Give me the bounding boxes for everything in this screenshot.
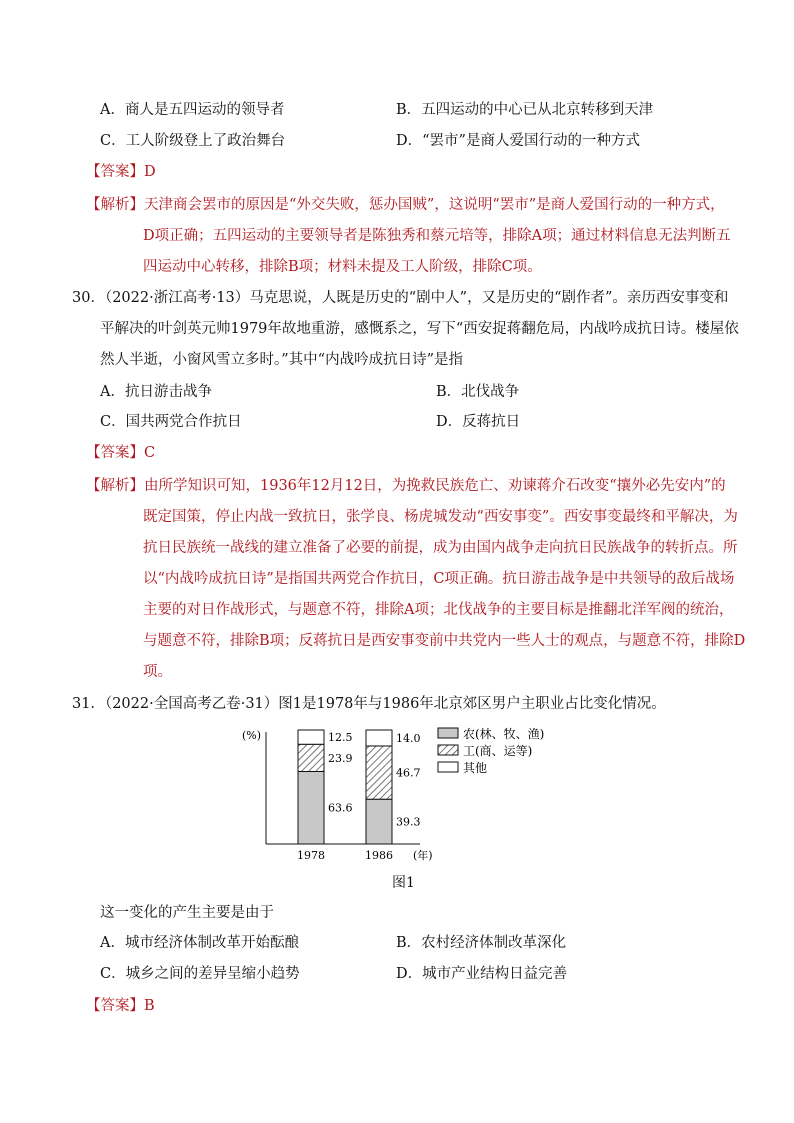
q29-analysis-tag: 【解析】 xyxy=(86,197,144,213)
q30-stem-line-1: 30．（2022·浙江高考·13）马克思说，人既是历史的“剧中人”，又是历史的“剧作者”。亲历西安事变和 xyxy=(72,290,729,306)
data-label-1986-1: 46.7 xyxy=(396,766,421,780)
q29-analysis-line-2: D项正确；五四运动的主要领导者是陈独秀和蔡元培等，排除A项；通过材料信息无法判断五 xyxy=(143,228,731,244)
data-label-1978-2: 12.5 xyxy=(328,731,353,745)
data-label-1986-2: 14.0 xyxy=(396,731,421,745)
q31-option-b: B．农村经济体制改革深化 xyxy=(396,935,567,951)
q30-analysis-tag: 【解析】 xyxy=(86,478,144,494)
bar-segment-1978-0 xyxy=(298,771,324,844)
x-tick-label-1986: 1986 xyxy=(365,849,393,862)
q30-stem-line-3: 然人半逝，小窗风雪立多时。”其中“内战吟成抗日诗”是指 xyxy=(100,352,463,368)
q30-analysis-line-6: 与题意不符，排除B项；反蒋抗日是西安事变前中共党内一些人士的观点，与题意不符，排除D xyxy=(143,633,746,649)
q31-answer xyxy=(86,996,155,1016)
q31-question: 这一变化的产生主要是由于 xyxy=(100,905,274,921)
bar-segment-1978-1 xyxy=(298,744,324,771)
legend-label-1: 工(商、运等) xyxy=(463,744,533,758)
q29-answer xyxy=(86,162,156,182)
q29-option-d: D．“罢市”是商人爱国行动的一种方式 xyxy=(396,133,640,149)
figure-caption: 图1 xyxy=(392,875,415,891)
q30-stem-line-2: 平解决的叶剑英元帅1979年故地重游，感慨系之，写下“西安捉蒋翻危局，内战吟成抗日诗。楼屋依 xyxy=(100,321,739,337)
q30-analysis-line-4: 以“内战吟成抗日诗”是指国共两党合作抗日，C项正确。抗日游击战争是中共领导的敌后战场 xyxy=(143,571,735,587)
q31-answer-value: B xyxy=(144,998,155,1014)
q29-option-c: C．工人阶级登上了政治舞台 xyxy=(100,133,286,149)
q31-option-c: C．城乡之间的差异呈缩小趋势 xyxy=(100,966,300,982)
q30-analysis-line-1: 【解析】由所学知识可知，1936年12月12日，为挽救民族危亡、劝谏蒋介石改变“攘外必先安内”的 xyxy=(86,478,726,494)
q30-option-c: C．国共两党合作抗日 xyxy=(100,414,242,430)
q29-analysis-line-1: 【解析】天津商会罢市的原因是“外交失败，惩办国贼”，这说明“罢市”是商人爱国行动的一种方式， xyxy=(86,197,725,213)
legend-label-2: 其他 xyxy=(463,761,488,775)
q30-option-d: D．反蒋抗日 xyxy=(436,414,521,430)
q30-answer xyxy=(86,443,155,463)
y-axis-label: (%) xyxy=(242,729,262,742)
bar-segment-1986-2 xyxy=(366,730,392,746)
q30-answer-tag: 【答案】 xyxy=(86,445,144,461)
data-label-1986-0: 39.3 xyxy=(396,815,421,829)
q30-analysis-line-2: 既定国策，停止内战一致抗日，张学良、杨虎城发动“西安事变”。西安事变最终和平解决，为 xyxy=(143,509,738,525)
x-axis-label: (年) xyxy=(413,849,433,862)
q30-answer-value: C xyxy=(144,445,156,461)
bar-segment-1978-2 xyxy=(298,730,324,744)
q30-analysis-line-3: 抗日民族统一战线的建立准备了必要的前提，成为由国内战争走向抗日民族战争的转折点。所 xyxy=(143,540,738,556)
q31-option-d: D．城市产业结构日益完善 xyxy=(396,966,568,982)
q30-analysis-line-7: 项。 xyxy=(143,664,172,680)
legend-swatch-0 xyxy=(438,728,458,738)
bar-segment-1986-1 xyxy=(366,746,392,799)
occupation-chart xyxy=(230,722,570,867)
q29-option-b: B．五四运动的中心已从北京转移到天津 xyxy=(396,102,654,118)
q29-analysis-line-3: 四运动中心转移，排除B项；材料未提及工人阶级，排除C项。 xyxy=(143,259,542,275)
q29-option-a: A．商人是五四运动的领导者 xyxy=(100,102,285,118)
q29-answer-tag: 【答案】 xyxy=(86,164,144,180)
x-tick-label-1978: 1978 xyxy=(297,849,325,862)
q30-option-b: B．北伐战争 xyxy=(436,384,520,400)
q31-option-a: A．城市经济体制改革开始酝酿 xyxy=(100,935,299,951)
data-label-1978-0: 63.6 xyxy=(328,801,353,815)
bar-segment-1986-0 xyxy=(366,799,392,844)
q31-stem: 31．（2022·全国高考乙卷·31）图1是1978年与1986年北京郊区男户主职业占比变化情况。 xyxy=(72,696,666,712)
legend-label-0: 农(林、牧、渔) xyxy=(463,727,545,741)
q29-answer-value: D xyxy=(144,164,156,180)
q31-answer-tag: 【答案】 xyxy=(86,998,144,1014)
q30-option-a: A．抗日游击战争 xyxy=(100,384,212,400)
data-label-1978-1: 23.9 xyxy=(328,751,353,765)
legend-swatch-2 xyxy=(438,762,458,772)
q30-analysis-line-5: 主要的对日作战形式，与题意不符，排除A项；北伐战争的主要目标是推翻北洋军阀的统治， xyxy=(143,602,734,618)
legend-swatch-1 xyxy=(438,745,458,755)
